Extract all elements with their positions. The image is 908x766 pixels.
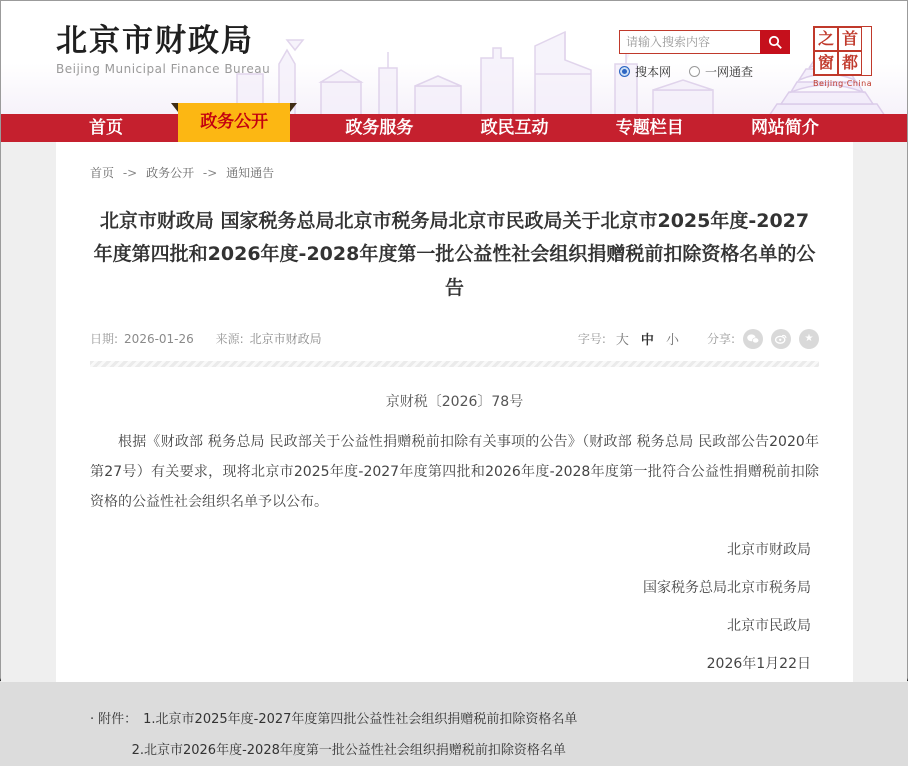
search-area xyxy=(619,30,790,80)
search-scope-label: 搜本网 xyxy=(635,65,672,79)
seal-caption: Beijing·China xyxy=(813,79,873,88)
attachment-bullet: · xyxy=(90,712,95,728)
article-card xyxy=(56,142,853,758)
date-label: 日期: xyxy=(90,332,119,347)
site-logo[interactable] xyxy=(56,23,270,76)
page-body xyxy=(1,142,907,758)
source-value: 北京市财政局 xyxy=(249,332,322,347)
nav-item-gov-services[interactable]: 政务服务 xyxy=(345,118,414,138)
attachment-link-2[interactable]: 2.北京市2026年度-2028年度第一批公益性社会组织捐赠税前扣除资格名单 xyxy=(131,742,566,758)
search-button[interactable] xyxy=(760,30,790,54)
meta-right xyxy=(578,329,819,349)
site-header xyxy=(1,1,907,114)
radio-unselected-icon[interactable] xyxy=(689,66,700,77)
search-scope-this-site[interactable] xyxy=(619,63,671,80)
search-input[interactable] xyxy=(619,30,760,54)
nav-item-gov-disclosure[interactable]: 政务公开 xyxy=(178,103,290,142)
capital-window-seal-logo[interactable] xyxy=(813,26,872,88)
fontsize-label: 字号: xyxy=(577,332,606,347)
search-icon xyxy=(768,35,783,50)
article-body-text: 根据《财政部 税务总局 民政部关于公益性捐赠税前扣除有关事项的公告》（财政部 税务总局 民政部公告2020年第27号）有关要求，现将北京市2025年度-2027年度第四批和2026年度-2028年度第一批符合公益性捐赠税前扣除资格的公益性社会组织名单予以公布。 xyxy=(90,433,819,510)
source-label: 来源: xyxy=(215,332,244,347)
breadcrumb-separator: -> xyxy=(202,166,218,180)
document-number: 京财税〔2026〕78号 xyxy=(385,393,524,410)
breadcrumb-gov-disclosure[interactable]: 政务公开 xyxy=(146,166,195,180)
radio-selected-icon[interactable] xyxy=(619,66,630,77)
breadcrumb-separator: -> xyxy=(122,166,138,180)
signature-date: 2026年1月22日 xyxy=(706,656,811,673)
signature-org: 北京市民政局 xyxy=(727,618,811,635)
nav-item-special-topics[interactable]: 专题栏目 xyxy=(615,118,684,138)
nav-item-site-intro[interactable]: 网站简介 xyxy=(750,118,819,138)
breadcrumb-home[interactable]: 首页 xyxy=(90,166,115,180)
share-label: 分享: xyxy=(706,332,735,347)
article-meta xyxy=(90,329,819,349)
seal-char: 之 xyxy=(814,27,838,51)
section-divider xyxy=(90,361,819,367)
seal-char: 窗 xyxy=(814,51,838,75)
signature-org: 国家税务总局北京市税务局 xyxy=(643,580,811,597)
date-value: 2026-01-26 xyxy=(124,332,194,347)
attachments xyxy=(90,705,819,766)
nav-item-interaction[interactable]: 政民互动 xyxy=(480,118,549,138)
main-nav xyxy=(1,114,907,142)
search-scope-label: 一网通查 xyxy=(705,65,754,79)
fontsize-large-button[interactable]: 大 xyxy=(615,333,629,349)
site-name: 北京市财政局 xyxy=(56,23,254,59)
beijing-skyline-art xyxy=(229,24,901,116)
meta-left xyxy=(90,330,340,347)
share-favorite-icon[interactable]: ★ xyxy=(799,329,819,349)
signature-block xyxy=(90,543,819,671)
nav-item-home[interactable]: 首页 xyxy=(89,118,123,138)
site-name-english: Beijing Municipal Finance Bureau xyxy=(56,62,271,77)
article-title: 北京市财政局 国家税务总局北京市税务局北京市民政局关于北京市2025年度-2027年度第四批和2026年度-2028年度第一批公益性社会组织捐赠税前扣除资格名单的公告 xyxy=(93,210,816,299)
seal-char: 都 xyxy=(838,51,862,75)
seal-char: 首 xyxy=(838,27,862,51)
fontsize-medium-button[interactable]: 中 xyxy=(640,333,654,349)
fontsize-small-button[interactable]: 小 xyxy=(665,333,679,349)
attachment-link-1[interactable]: 1.北京市2025年度-2027年度第四批公益性社会组织捐赠税前扣除资格名单 xyxy=(143,712,578,728)
share-wechat-icon[interactable] xyxy=(743,329,763,349)
breadcrumb xyxy=(90,164,819,181)
attachments-label: 附件： xyxy=(98,712,138,728)
breadcrumb-current: 通知通告 xyxy=(226,166,275,180)
share-weibo-icon[interactable] xyxy=(771,329,791,349)
signature-org: 北京市财政局 xyxy=(727,542,811,559)
seal-grid xyxy=(813,26,872,76)
search-scope-unified[interactable] xyxy=(689,63,753,80)
